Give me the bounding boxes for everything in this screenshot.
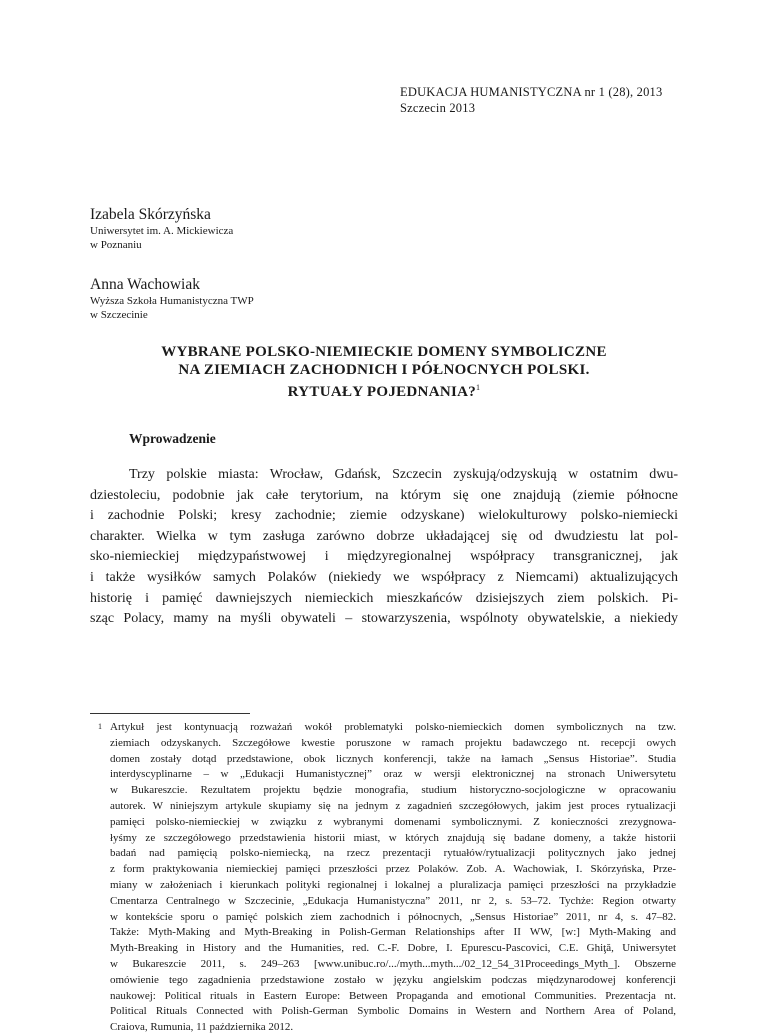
footnote-line: Political Rituals Connected with Polish-German Symbolic Domains in Western and Northern Area of Poland, — [110, 1005, 676, 1018]
journal-place-year: Szczecin 2013 — [400, 101, 476, 115]
body-paragraph — [90, 465, 678, 630]
footnote-line: Artykuł jest kontynuacją rozważań wokół problematyki polsko-niemieckich domen symbolicznych na tzw. — [110, 721, 676, 733]
footnote-line: interdyscyplinarne – w „Edukacji Humanistycznej” oraz w wersji elektronicznej na stronach Uniwersytetu — [110, 768, 676, 781]
footnote-number: 1 — [98, 722, 102, 731]
footnote-line: Cmentarza Centralnego w Szczecinie, „Edukacja Humanistyczna” 2011, nr 2, s. 53–72. Tychże: Region otwarty — [110, 894, 676, 907]
body-line: i zachodnie Polski; kresy zachodnie; ziemie odzyskane) wielokulturowy polsko-niemiecki — [90, 508, 678, 524]
footnote-reference[interactable]: 1 — [476, 383, 481, 392]
footnote-line: Także: Myth-Making and Myth-Breaking in Polish-German Relationships after II WW, [w:] Myth-Making and — [110, 926, 676, 939]
author-block — [90, 205, 233, 252]
body-line: i także wysiłków samych Polaków (niekiedy we współpracy z Niemcami) aktualizujących — [90, 569, 678, 585]
article-title — [60, 343, 708, 401]
footnote-line: autorek. W niniejszym artykule skupiamy się na jednym z zagadnień szczegółowych, jakim jest proces rytualizacji — [110, 799, 676, 812]
body-line: sząc Polacy, mamy na myśli obywateli – stowarzyszenia, wspólnoty obywatelskie, a niekiedy — [90, 611, 678, 627]
title-line: RYTUAŁY POJEDNANIA? — [287, 384, 477, 400]
author-affiliation-city: w Poznaniu — [90, 239, 142, 251]
author-name: Izabela Skórzyńska — [90, 206, 211, 223]
title-line: WYBRANE POLSKO-NIEMIECKIE DOMENY SYMBOLICZNE — [161, 344, 607, 360]
footnote-line: w Bukareszcie 2011, s. 249–263 [www.unibuc.ro/.../myth...myth.../02_12_54_31Proceedings_Myth_]. Obszerne — [110, 957, 676, 970]
footnote-line: miany w założeniach i kierunkach polityki regionalnej i lokalnej a pluralizacja pamięci przeszłości na przykładzie — [110, 878, 676, 891]
author-affiliation: Wyższa Szkoła Humanistyczna TWP — [90, 295, 254, 307]
footnote-line: pamięci polsko-niemieckiej w związku z wybranymi domenami symbolicznymi. Z konieczności zrezygnowa- — [110, 815, 676, 828]
footnote-line: Myth-Breaking in History and the Humanities, red. C.-F. Dobre, I. Epurescu-Pascovici, C.E. Ghiţă, Uniwersytet — [110, 942, 676, 955]
footnote-line: w Bukareszcie. Rezultatem projektu będzie monografia, studium historyczno-socjologiczne w opracowaniu — [110, 784, 676, 797]
author-name: Anna Wachowiak — [90, 276, 200, 293]
title-line-last — [60, 379, 708, 401]
footnote-line: łyśmy ze szczegółowego przedstawienia historii miast, w których znajdują się badane domeny, a także historii — [110, 831, 676, 844]
footnote-line: domen zostały dotąd przedstawione, obok licznych konferencji, także na łamach „Sensus Historiae”. Studia — [110, 752, 676, 765]
footnote-line: badań nad pamięcią polsko-niemiecką, na rzecz prezentacji rytuałów/rytualizacji politycznych jako jednej — [110, 847, 676, 860]
footnote-line: z form praktykowania niemieckiej pamięci przeszłości przez Polaków. Zob. A. Wachowiak, I. Skórzyńska, Prze- — [110, 863, 676, 876]
body-line: dziestoleciu, podobnie jak całe terytorium, na którym się one znajdują (ziemie północne — [90, 487, 678, 503]
author-block — [90, 275, 254, 322]
body-line: historię i pamięć dawniejszych niemieckich mieszkańców dzisiejszych ziem polskich. Pi- — [90, 590, 678, 606]
body-line: charakter. Wielka w tym zasługa zarówno dobrze układającej się od dwudziestu lat pol- — [90, 528, 678, 544]
footnote-line: omówienie tego zagadnienia przedstawione zostało w języku angielskim podczas międzynarodowej konferencji — [110, 973, 676, 986]
journal-header — [400, 84, 662, 116]
title-line: NA ZIEMIACH ZACHODNICH I PÓŁNOCNYCH POLSKI. — [178, 362, 590, 378]
author-affiliation: Uniwersytet im. A. Mickiewicza — [90, 225, 234, 237]
footnote-line: naukowej: Political rituals in Eastern Europe: Between Propaganda and emotional Communities. Prezentacja nt. — [110, 989, 676, 1002]
footnote-divider — [90, 713, 250, 714]
footnote-line: w kontekście sporu o pamięć polskich ziem zachodnich i północnych, „Sensus Historiae” 2011, nr 4, s. 47–82. — [110, 910, 676, 923]
body-line: sko-niemieckiej międzypaństwowej i międzyregionalnej współpracy transgranicznej, jak — [90, 549, 678, 565]
footnote-line: ziemiach odzyskanych. Szczegółowe kwestie poruszone w ramach projektu badawczego nt. recepcji owych — [110, 736, 676, 749]
footnote — [98, 720, 676, 1036]
section-heading: Wprowadzenie — [129, 431, 216, 446]
author-affiliation-city: w Szczecinie — [90, 309, 148, 321]
journal-issue: EDUKACJA HUMANISTYCZNA nr 1 (28), 2013 — [400, 85, 663, 99]
body-line: Trzy polskie miasta: Wrocław, Gdańsk, Szczecin zyskują/odzyskują w ostatnim dwu- — [129, 467, 678, 482]
footnote-line: Craiova, Rumunia, 11 października 2012. — [110, 1021, 294, 1034]
